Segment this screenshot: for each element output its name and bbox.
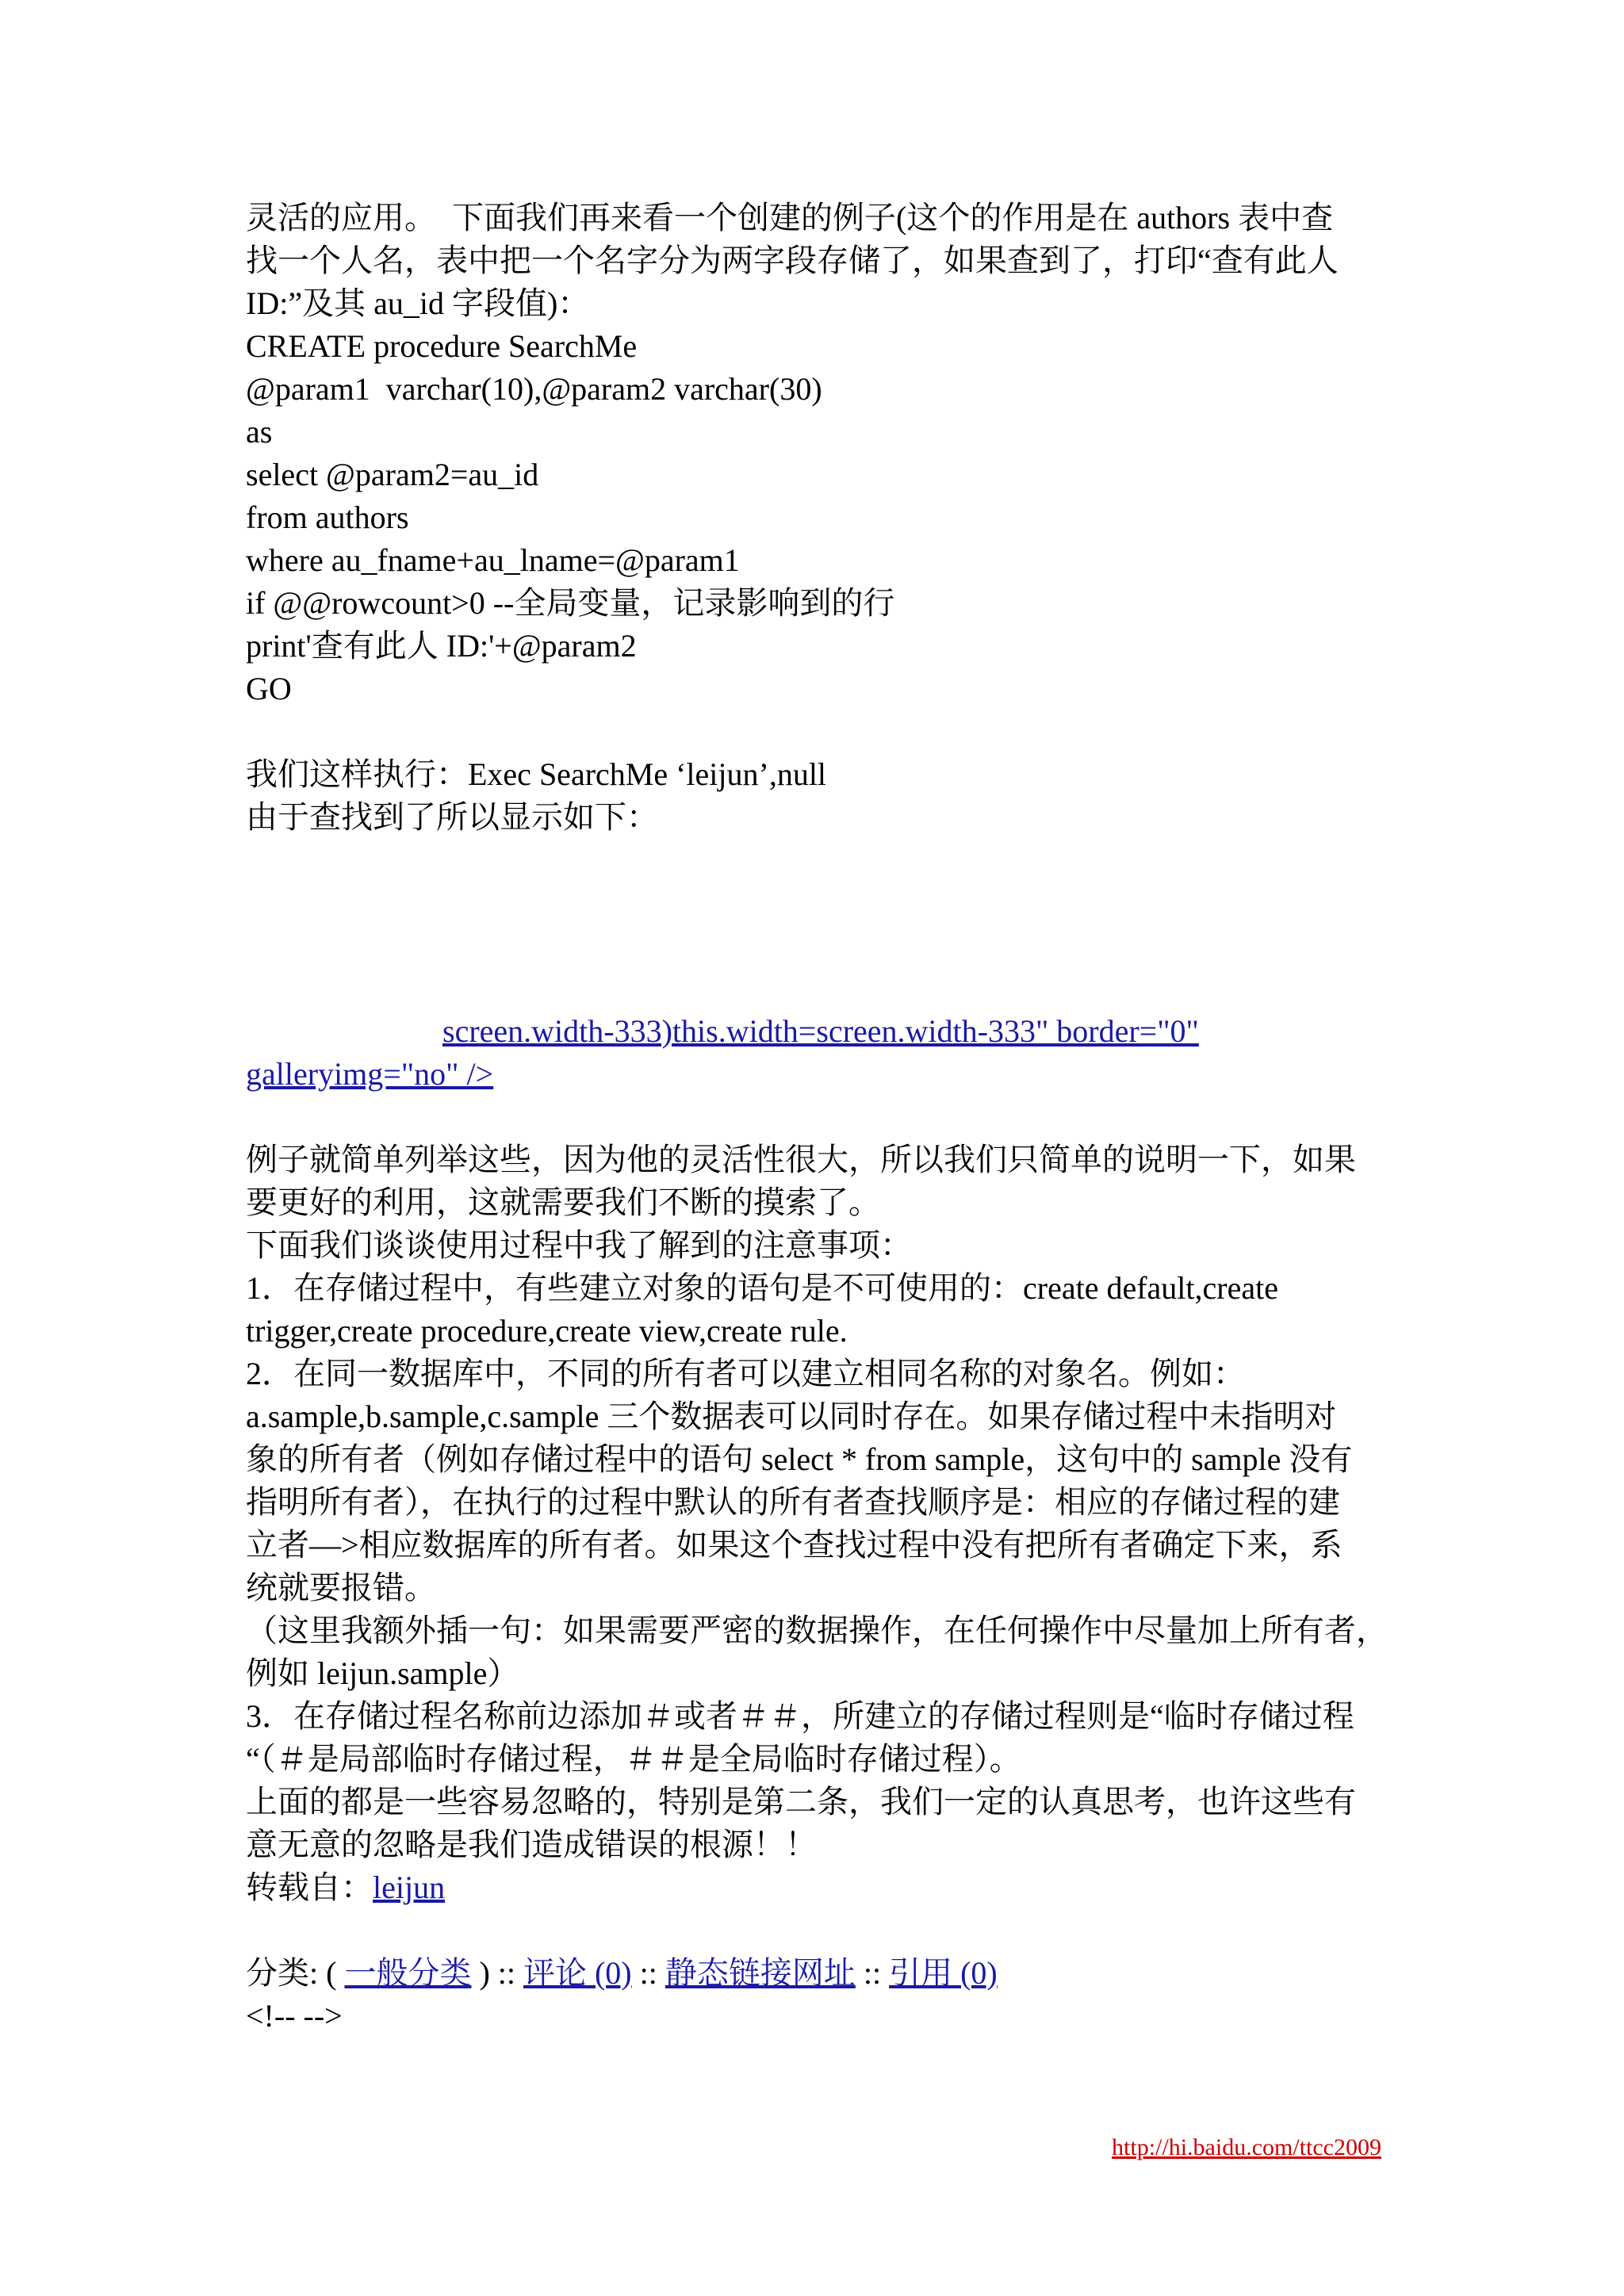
body-line: 立者—>相应数据库的所有者。如果这个查找过程中没有把所有者确定下来，系 — [246, 1527, 1342, 1563]
body-line: trigger,create procedure,create view,create rule. — [246, 1313, 848, 1349]
comments-link[interactable]: 评论 (0) — [523, 1955, 632, 1991]
body-line: 意无意的忽略是我们造成错误的根源！！ — [246, 1827, 817, 1862]
permalink-link[interactable]: 静态链接网址 — [665, 1955, 856, 1991]
code-line: CREATE procedure SearchMe — [246, 328, 638, 364]
body-line: 统就要报错。 — [246, 1570, 436, 1605]
spacer — [246, 710, 1388, 753]
exec-line: 我们这样执行：Exec SearchMe ‘leijun’,null — [246, 756, 827, 792]
code-line: print'查有此人 ID:'+@param2 — [246, 628, 637, 664]
body-line: “（＃是局部临时存储过程，＃＃是全局临时存储过程）。 — [246, 1741, 1021, 1777]
separator: :: — [855, 1955, 890, 1991]
document-content — [246, 197, 1388, 2038]
html-comment-text: <!-- --> — [246, 1998, 343, 2034]
code-line: select @param2=au_id — [246, 457, 539, 492]
body-line: 例如 leijun.sample） — [246, 1655, 519, 1691]
broken-image-link[interactable]: galleryimg="no" /> — [246, 1056, 494, 1092]
footer-url-link[interactable]: http://hi.baidu.com/ttcc2009 — [1112, 2134, 1381, 2160]
body-line: 要更好的利用，这就需要我们不断的摸索了。 — [246, 1184, 880, 1220]
body-line: a.sample,b.sample,c.sample 三个数据表可以同时存在。如果存储过程中未指明对 — [246, 1399, 1337, 1434]
category-link[interactable]: 一般分类 — [344, 1955, 472, 1991]
body-paragraph — [246, 1138, 1388, 1866]
broken-image-link[interactable]: screen.width-333)this.width=screen.width-333" border="0" — [442, 1013, 1199, 1049]
source-line — [246, 1866, 1388, 1909]
body-line: 象的所有者（例如存储过程中的语句 select * from sample，这句中的 sample 没有 — [246, 1441, 1353, 1477]
source-link[interactable]: leijun — [373, 1869, 446, 1905]
source-prefix: 转载自： — [246, 1869, 373, 1905]
body-line: 下面我们谈谈使用过程中我了解到的注意事项： — [246, 1227, 912, 1263]
body-line: 2．在同一数据库中，不同的所有者可以建立相同名称的对象名。例如： — [246, 1356, 1245, 1391]
code-line: as — [246, 414, 273, 450]
intro-line: 灵活的应用。 下面我们再来看一个创建的例子(这个的作用是在 authors 表中查 — [246, 200, 1334, 235]
body-line: （这里我额外插一句：如果需要严密的数据操作，在任何操作中尽量加上所有者， — [246, 1613, 1388, 1648]
spacer — [246, 1096, 1388, 1138]
code-line: where au_fname+au_lname=@param1 — [246, 542, 740, 578]
spacer — [246, 1909, 1388, 1952]
separator: ) :: — [471, 1955, 523, 1991]
broken-image-markup — [246, 1010, 1388, 1096]
code-block — [246, 325, 1388, 710]
body-line: 指明所有者），在执行的过程中默认的所有者查找顺序是：相应的存储过程的建 — [246, 1484, 1340, 1520]
intro-line: ID:”及其 au_id 字段值)： — [246, 285, 590, 321]
body-line: 例子就简单列举这些，因为他的灵活性很大，所以我们只简单的说明一下，如果 — [246, 1142, 1356, 1177]
code-line: @param1 varchar(10),@param2 varchar(30) — [246, 371, 822, 407]
image-placeholder-space — [246, 839, 1388, 1010]
exec-line: 由于查找到了所以显示如下： — [246, 799, 658, 835]
body-line: 上面的都是一些容易忽略的，特别是第二条，我们一定的认真思考，也许这些有 — [246, 1784, 1356, 1820]
category-row — [246, 1952, 1388, 1995]
intro-line: 找一个人名，表中把一个名字分为两字段存储了，如果查到了，打印“查有此人 — [246, 243, 1339, 278]
code-line: GO — [246, 671, 292, 706]
exec-paragraph — [246, 753, 1388, 839]
body-line: 1．在存储过程中，有些建立对象的语句是不可使用的：create default,create — [246, 1270, 1278, 1306]
separator: :: — [631, 1955, 665, 1991]
body-line: 3．在存储过程名称前边添加＃或者＃＃，所建立的存储过程则是“临时存储过程 — [246, 1698, 1354, 1734]
category-prefix: 分类: ( — [246, 1955, 345, 1991]
intro-paragraph — [246, 197, 1388, 325]
trackback-link[interactable]: 引用 (0) — [889, 1955, 998, 1991]
code-line: if @@rowcount>0 --全局变量，记录影响到的行 — [246, 585, 895, 621]
code-line: from authors — [246, 499, 409, 535]
